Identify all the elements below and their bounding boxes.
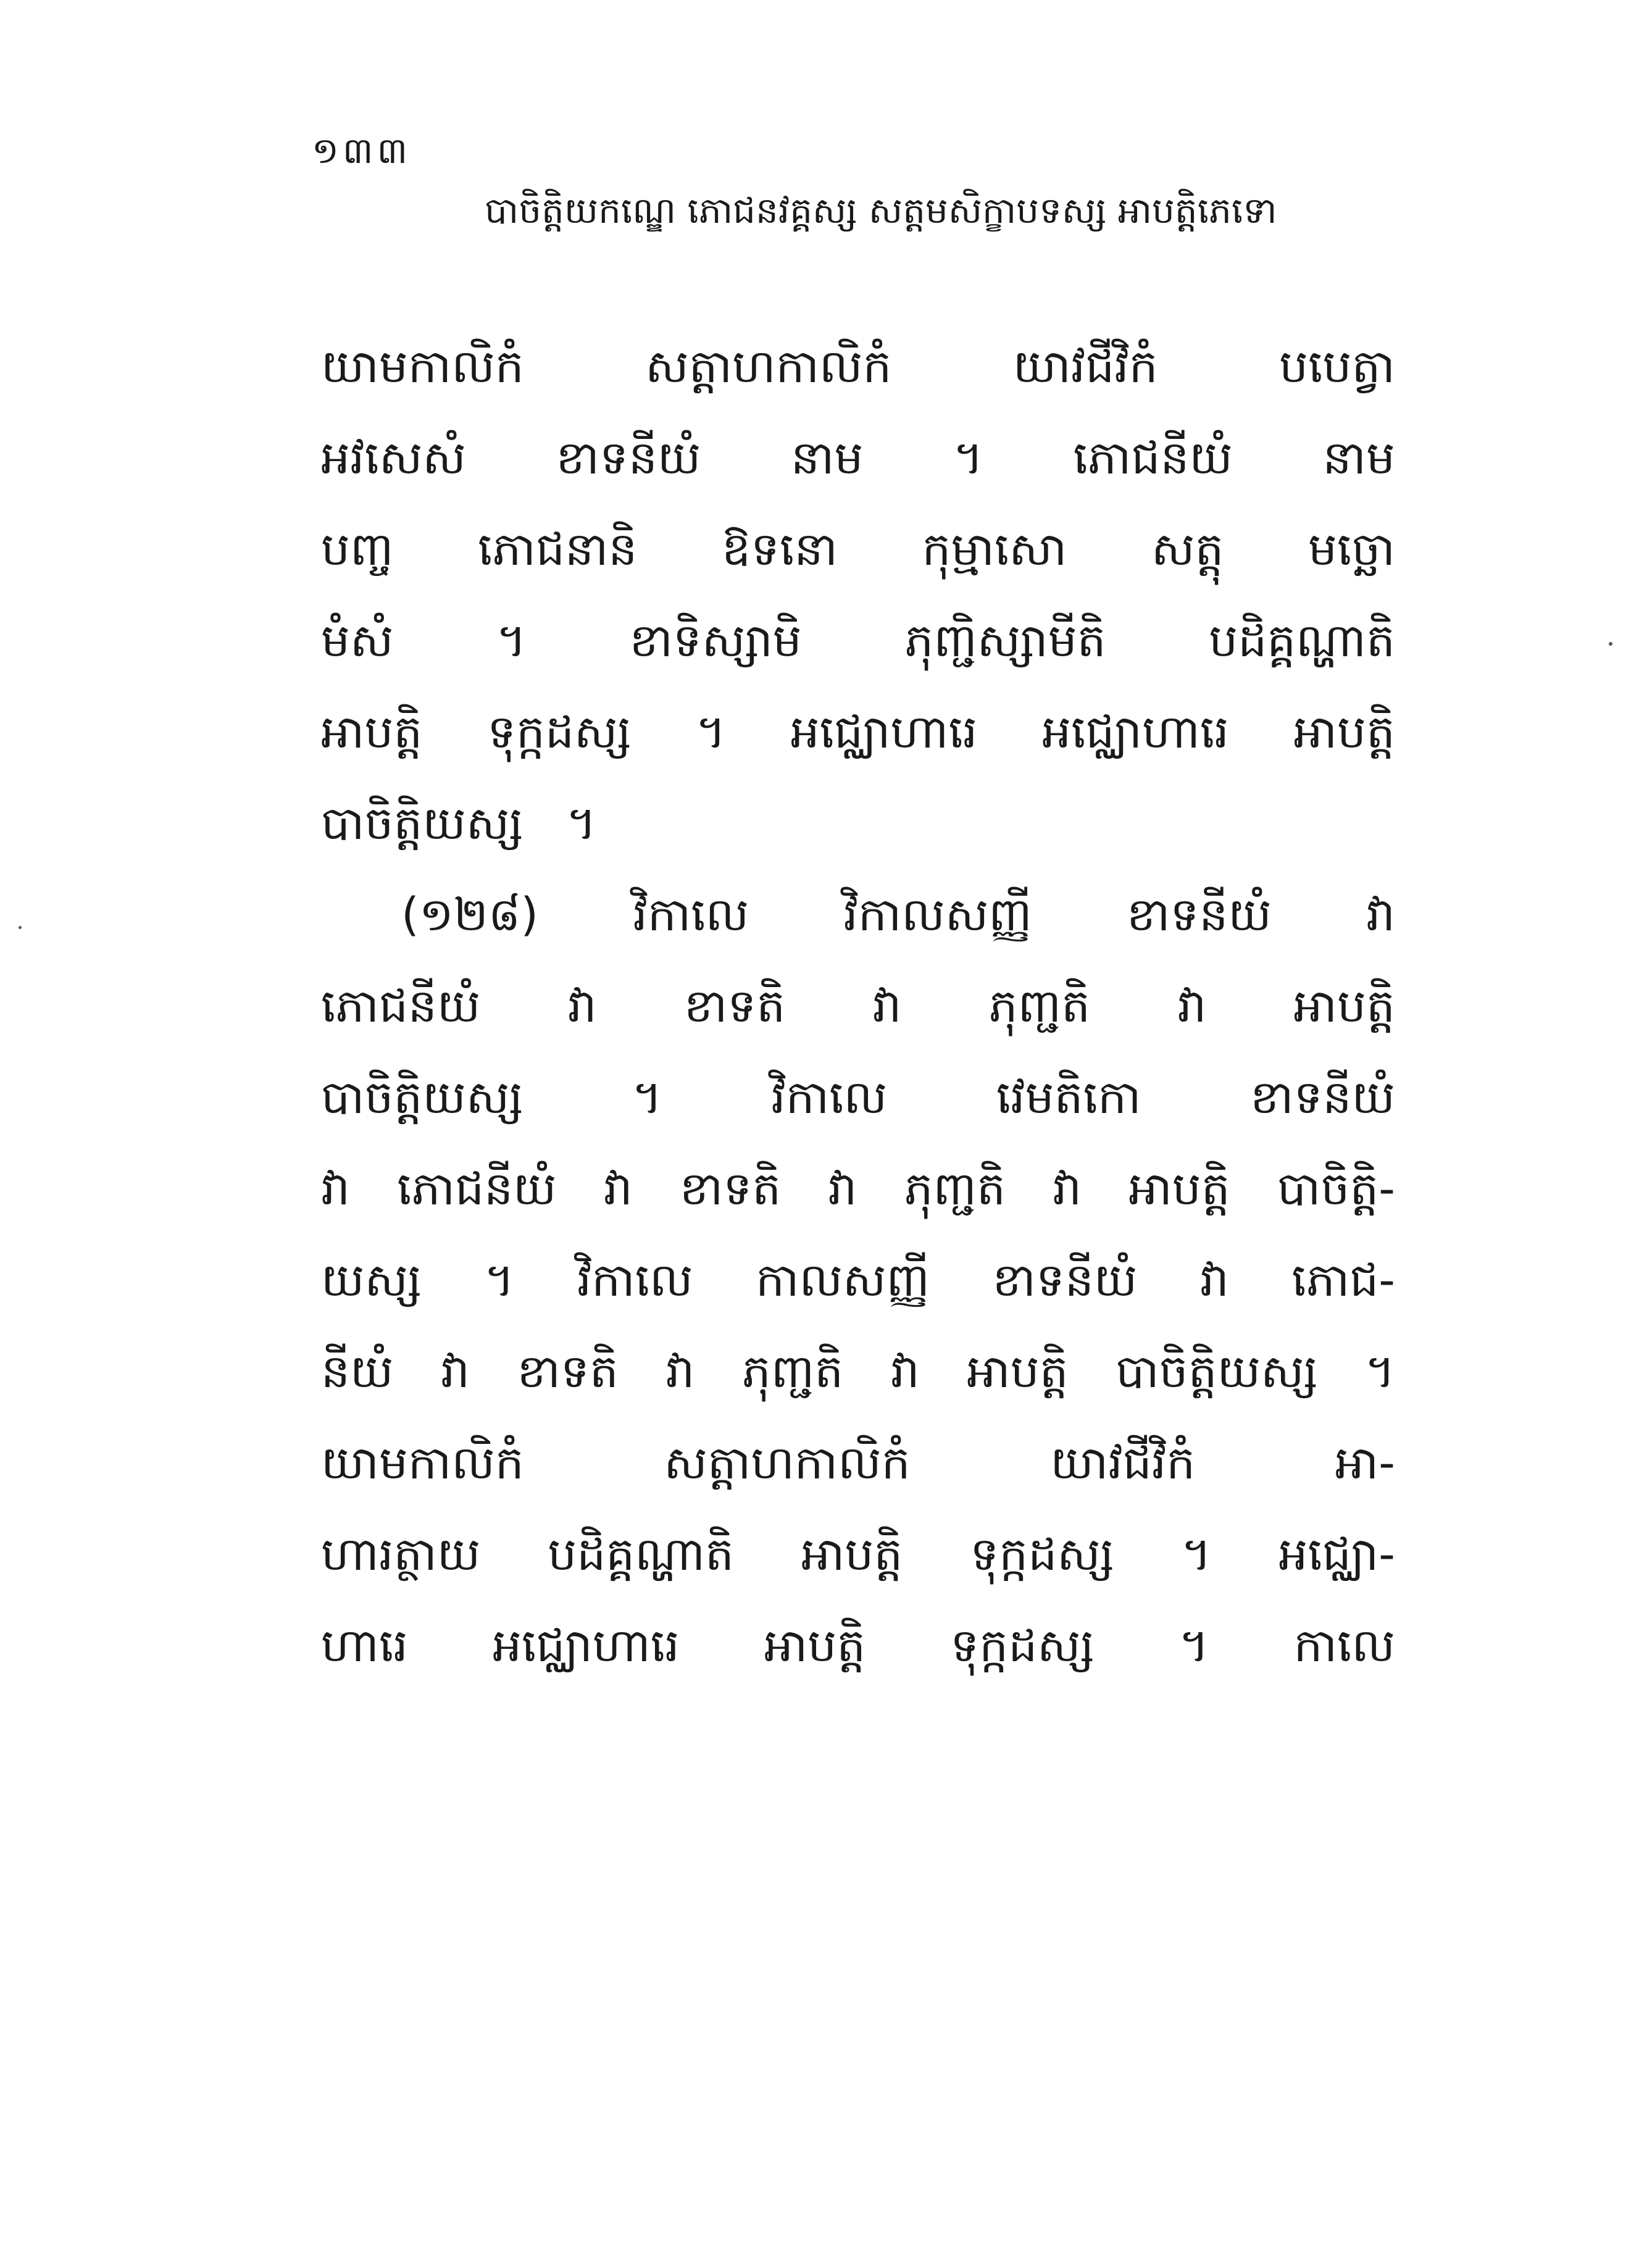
word: វា (603, 1162, 633, 1215)
text-line (321, 1509, 1395, 1600)
word: ខាទតិ (679, 1162, 782, 1215)
scan-speck (1609, 642, 1612, 646)
word: ភោជ- (1291, 1254, 1395, 1307)
word: វិកាលេ (633, 888, 749, 941)
word: បដិគ្គណ្ហាតិ (1209, 614, 1395, 667)
word: ទុក្កដស្ស (487, 706, 632, 759)
word: បញ្ច (321, 523, 394, 576)
text-line (321, 869, 1395, 961)
text-line (321, 961, 1395, 1052)
word: នីយំ (321, 1345, 394, 1398)
text-line (321, 686, 1395, 778)
word: យាមកាលិកំ (321, 1436, 524, 1490)
scan-speck (19, 926, 22, 929)
word: ភុញ្ជិស្សាមីតិ (904, 614, 1106, 667)
word: ទុក្កដស្ស (950, 1619, 1095, 1672)
word: ។ (1178, 1619, 1209, 1672)
word: អាបត្តិ (1293, 980, 1395, 1033)
text-line (321, 1600, 1395, 1691)
word: កាលេ (1293, 1619, 1395, 1672)
body-text (321, 321, 1395, 1691)
word: ភោជនីយំ (321, 980, 481, 1033)
word: ឱទនោ (722, 523, 838, 576)
word: វិកាលេ (577, 1254, 693, 1307)
word: ។ (696, 706, 726, 759)
word: វា (1199, 1254, 1229, 1307)
word: វា (1053, 1162, 1082, 1215)
word: អាបត្តិ (801, 1528, 903, 1581)
word: ហារត្ថាយ (321, 1528, 481, 1581)
word: នាម (1322, 432, 1395, 485)
word: ហារេ (321, 1619, 408, 1672)
word: បដិគ្គណ្ហាតិ (548, 1528, 735, 1581)
word: បាចិត្តិយស្ស (1116, 1345, 1318, 1398)
word: ភោជនីយំ (397, 1162, 557, 1215)
word: យស្ស (321, 1254, 422, 1307)
word: ភុញ្ជតិ (741, 1345, 844, 1398)
text-line (321, 1052, 1395, 1143)
word: ។ (953, 432, 983, 485)
word: ។ (1365, 1345, 1395, 1398)
word: អវសេសំ (321, 432, 466, 485)
word: វា (890, 1345, 920, 1398)
word: វា (872, 980, 902, 1033)
word: ។ (484, 1254, 515, 1307)
word: បាចិត្តិយស្ស (321, 1071, 523, 1124)
word: អាបត្តិ (967, 1345, 1069, 1398)
word: បាចិត្តិ- (1277, 1162, 1395, 1215)
word: ភុញ្ជតិ (904, 1162, 1006, 1215)
text-line (321, 778, 1395, 869)
word: ។ (566, 797, 597, 850)
word: នាម (791, 432, 864, 485)
word: សត្តុ (1151, 523, 1224, 576)
word: វា (321, 1162, 350, 1215)
word: យាវជីវិកំ (1050, 1436, 1196, 1490)
word: យាមកាលិកំ (321, 340, 524, 393)
word: ភោជនានិ (478, 523, 638, 576)
text-line (321, 1326, 1395, 1417)
word: ខាទនីយំ (556, 432, 701, 485)
word: ខាទតិ (683, 980, 786, 1033)
word: កុម្មាសោ (922, 523, 1067, 576)
word: អាបត្តិ (1128, 1162, 1230, 1215)
text-line (321, 321, 1395, 412)
word: បាចិត្តិយស្ស (321, 797, 523, 850)
word: អាបត្តិ (321, 706, 423, 759)
word: វេមតិកោ (996, 1071, 1141, 1124)
word: ។ (496, 614, 527, 667)
word: អជ្ឈោហារេ (1042, 706, 1229, 759)
word: មំសំ (321, 614, 394, 667)
word: ខាទនីយំ (1126, 888, 1272, 941)
word: អា- (1335, 1436, 1395, 1490)
word: ភោជនីយំ (1073, 432, 1233, 485)
word: ភុញ្ជតិ (988, 980, 1091, 1033)
word: អជ្ឈោហារេ (790, 706, 978, 759)
page-number: ១៣៣ (312, 130, 412, 172)
word: វា (828, 1162, 857, 1215)
word: អាបត្តិ (764, 1619, 866, 1672)
text-line (321, 412, 1395, 504)
text-line (321, 1235, 1395, 1326)
word: បបេត្វា (1279, 340, 1395, 393)
word: កាលសញ្ញី (756, 1254, 930, 1307)
word: ។ (632, 1071, 662, 1124)
word: សត្តាហកាលិកំ (645, 340, 892, 393)
text-line (321, 595, 1395, 686)
word: វា (1177, 980, 1207, 1033)
word: វា (567, 980, 597, 1033)
text-line (321, 1143, 1395, 1235)
word: ខាទិស្សាមិ (629, 614, 802, 667)
word: អាបត្តិ (1293, 706, 1395, 759)
word: ខាទតិ (517, 1345, 619, 1398)
word: ខាទនីយំ (992, 1254, 1138, 1307)
word: វិកាលេ (771, 1071, 888, 1124)
word: វិកាលសញ្ញី (843, 888, 1032, 941)
running-header: បាចិត្តិយកណ្ឌេ ភោជនវគ្គស្ស សត្តមសិក្ខាបទស្ស អាបត្តិភេទោ (485, 190, 1277, 231)
word: វា (665, 1345, 695, 1398)
word: សត្តាហកាលិកំ (664, 1436, 911, 1490)
word: ខាទនីយំ (1250, 1071, 1395, 1124)
word: ។ (1181, 1528, 1212, 1581)
word: យាវជីវិកំ (1012, 340, 1158, 393)
text-line (321, 1417, 1395, 1509)
word: អជ្ឈោហារេ (492, 1619, 680, 1672)
word: (១២៨) (401, 888, 539, 941)
word: មច្ឆោ (1308, 523, 1395, 576)
word: អជ្ឈោ- (1278, 1528, 1395, 1581)
word: វា (440, 1345, 470, 1398)
word: ទុក្កដស្ស (970, 1528, 1114, 1581)
word: វា (1366, 888, 1395, 941)
text-line (321, 504, 1395, 595)
